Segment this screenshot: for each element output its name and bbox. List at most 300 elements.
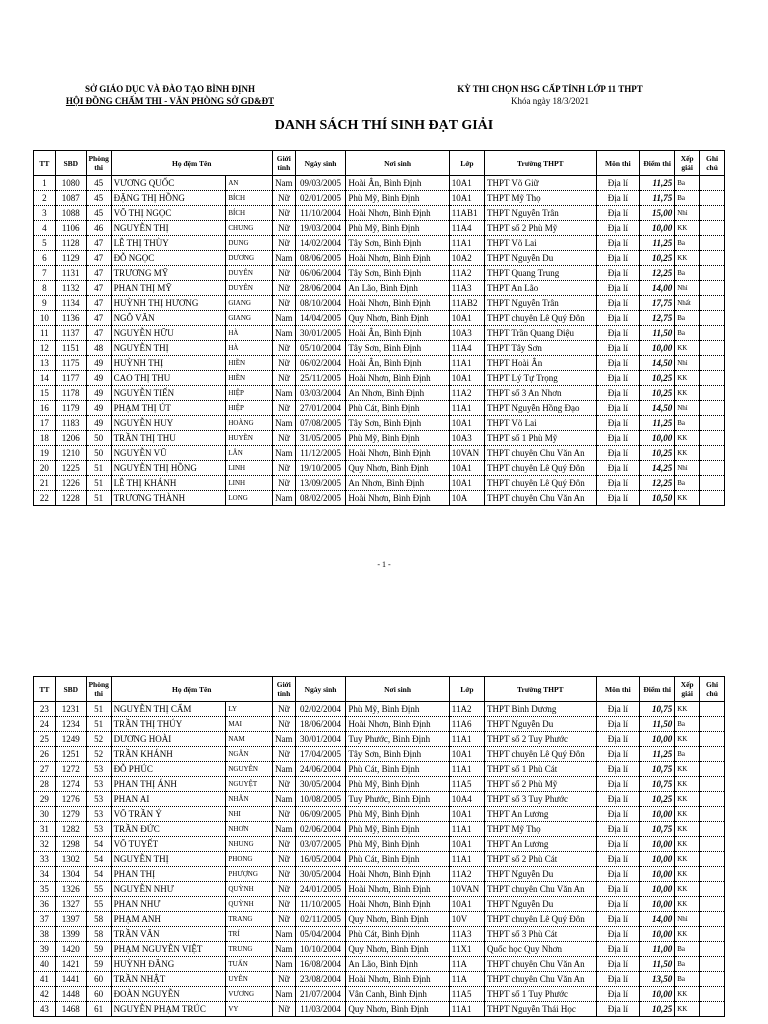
cell-truong: THPT An Lương	[484, 837, 596, 852]
table-row	[34, 266, 725, 281]
cell-xep-giai: KK	[675, 987, 700, 1002]
cell-phong-thi: 49	[86, 371, 111, 386]
document-title: DANH SÁCH THÍ SINH ĐẠT GIẢI	[274, 118, 494, 133]
cell-xep-giai: Nhì	[675, 912, 700, 927]
exam-date: Khóa ngày 18/3/2021	[511, 96, 589, 106]
cell-tt: 28	[34, 777, 56, 792]
table-row	[34, 236, 725, 251]
cell-diem-thi: 10,75	[640, 822, 675, 837]
cell-noi-sinh: Tây Sơn, Bình Định	[346, 341, 449, 356]
cell-xep-giai: KK	[675, 251, 700, 266]
cell-sbd: 1327	[55, 897, 86, 912]
cell-tt: 32	[34, 837, 56, 852]
cell-ngay-sinh: 06/09/2005	[295, 807, 346, 822]
cell-phong-thi: 47	[86, 326, 111, 341]
cell-gioi-tinh: Nữ	[272, 191, 295, 206]
cell-truong: THPT Bình Dương	[484, 702, 596, 717]
cell-ngay-sinh: 14/02/2004	[295, 236, 346, 251]
cell-ten: HIỆP	[226, 386, 273, 401]
cell-diem-thi: 10,25	[640, 792, 675, 807]
col-phong-thi: Phòng thi	[86, 151, 111, 176]
department-name: SỞ GIÁO DỤC VÀ ĐÀO TẠO BÌNH ĐỊNH	[85, 84, 255, 94]
cell-ghi-chu	[700, 476, 725, 491]
cell-sbd: 1282	[55, 822, 86, 837]
table-row	[34, 867, 725, 882]
cell-tt: 2	[34, 191, 56, 206]
cell-lop: 11A1	[449, 762, 484, 777]
cell-noi-sinh: Quy Nhơn, Bình Định	[346, 311, 449, 326]
cell-diem-thi: 11,25	[640, 176, 675, 191]
cell-truong: THPT chuyên Chu Văn An	[484, 491, 596, 506]
cell-truong: THPT số 2 Tuy Phước	[484, 732, 596, 747]
cell-truong: THPT Nguyễn Du	[484, 717, 596, 732]
page-two	[0, 586, 768, 1024]
cell-phong-thi: 61	[86, 1002, 111, 1017]
cell-ngay-sinh: 14/04/2005	[295, 311, 346, 326]
cell-phong-thi: 59	[86, 957, 111, 972]
cell-sbd: 1276	[55, 792, 86, 807]
cell-ngay-sinh: 06/02/2004	[295, 356, 346, 371]
cell-noi-sinh: Hoài Nhơn, Bình Định	[346, 897, 449, 912]
cell-ngay-sinh: 19/10/2005	[295, 461, 346, 476]
cell-ten: TRUNG	[226, 942, 273, 957]
cell-truong: THPT chuyên Lê Quý Đôn	[484, 476, 596, 491]
cell-ghi-chu	[700, 371, 725, 386]
table-row	[34, 191, 725, 206]
cell-ten: DUYÊN	[226, 281, 273, 296]
cell-mon-thi: Địa lí	[596, 311, 639, 326]
cell-noi-sinh: Hoài Nhơn, Bình Định	[346, 717, 449, 732]
table-row	[34, 927, 725, 942]
table-row	[34, 386, 725, 401]
cell-ten: HUYỀN	[226, 431, 273, 446]
cell-truong: THPT Tây Sơn	[484, 341, 596, 356]
cell-ho-dem: HUỲNH THỊ HƯƠNG	[111, 296, 226, 311]
table-row	[34, 837, 725, 852]
cell-ho-dem: PHẠM ANH	[111, 912, 226, 927]
cell-lop: 11A	[449, 972, 484, 987]
cell-tt: 14	[34, 371, 56, 386]
cell-ghi-chu	[700, 732, 725, 747]
cell-sbd: 1397	[55, 912, 86, 927]
cell-tt: 36	[34, 897, 56, 912]
cell-phong-thi: 53	[86, 762, 111, 777]
cell-mon-thi: Địa lí	[596, 897, 639, 912]
cell-mon-thi: Địa lí	[596, 882, 639, 897]
col-gioi-tinh: Giới tính	[272, 677, 295, 702]
cell-tt: 42	[34, 987, 56, 1002]
cell-truong: THPT chuyên Chu Văn An	[484, 972, 596, 987]
cell-ten: NGUYỆT	[226, 777, 273, 792]
cell-ten: QUỲNH	[226, 897, 273, 912]
col-ghi-chu: Ghi chú	[700, 151, 725, 176]
cell-tt: 11	[34, 326, 56, 341]
cell-ten: TRANG	[226, 912, 273, 927]
cell-truong: THPT Mỹ Thọ	[484, 191, 596, 206]
cell-ghi-chu	[700, 882, 725, 897]
cell-ten: HOÀNG	[226, 416, 273, 431]
cell-ho-dem: ĐOÀN NGUYỄN	[111, 987, 226, 1002]
cell-lop: 11A2	[449, 266, 484, 281]
col-truong: Trường THPT	[484, 151, 596, 176]
cell-ngay-sinh: 03/03/2004	[295, 386, 346, 401]
cell-diem-thi: 12,25	[640, 476, 675, 491]
cell-lop: 11A5	[449, 777, 484, 792]
cell-ngay-sinh: 07/08/2005	[295, 416, 346, 431]
cell-sbd: 1177	[55, 371, 86, 386]
cell-gioi-tinh: Nữ	[272, 867, 295, 882]
cell-phong-thi: 49	[86, 356, 111, 371]
cell-diem-thi: 10,00	[640, 221, 675, 236]
cell-ten: NHUNG	[226, 837, 273, 852]
cell-tt: 15	[34, 386, 56, 401]
cell-xep-giai: KK	[675, 852, 700, 867]
cell-mon-thi: Địa lí	[596, 461, 639, 476]
cell-ghi-chu	[700, 852, 725, 867]
cell-sbd: 1136	[55, 311, 86, 326]
cell-gioi-tinh: Nam	[272, 942, 295, 957]
col-lop: Lớp	[449, 677, 484, 702]
cell-gioi-tinh: Nam	[272, 491, 295, 506]
cell-noi-sinh: Hoài Nhơn, Bình Định	[346, 867, 449, 882]
cell-tt: 39	[34, 942, 56, 957]
cell-ghi-chu	[700, 266, 725, 281]
cell-ho-dem: PHẠM NGUYỄN VIỆT	[111, 942, 226, 957]
cell-ngay-sinh: 16/05/2004	[295, 852, 346, 867]
cell-xep-giai: KK	[675, 867, 700, 882]
cell-truong: THPT Trần Quang Diệu	[484, 326, 596, 341]
cell-ho-dem: NGUYỄN NHƯ	[111, 882, 226, 897]
cell-gioi-tinh: Nữ	[272, 476, 295, 491]
cell-mon-thi: Địa lí	[596, 912, 639, 927]
cell-ghi-chu	[700, 867, 725, 882]
cell-xep-giai: Ba	[675, 266, 700, 281]
cell-mon-thi: Địa lí	[596, 852, 639, 867]
cell-sbd: 1128	[55, 236, 86, 251]
cell-sbd: 1441	[55, 972, 86, 987]
cell-xep-giai: Ba	[675, 416, 700, 431]
cell-diem-thi: 10,00	[640, 852, 675, 867]
col-sbd: SBD	[55, 677, 86, 702]
cell-tt: 38	[34, 927, 56, 942]
cell-ten: HIỆP	[226, 401, 273, 416]
cell-gioi-tinh: Nữ	[272, 882, 295, 897]
table-row	[34, 732, 725, 747]
cell-truong: THPT Nguyễn Du	[484, 897, 596, 912]
cell-ten: VY	[226, 1002, 273, 1017]
table-row	[34, 702, 725, 717]
cell-gioi-tinh: Nữ	[272, 807, 295, 822]
cell-mon-thi: Địa lí	[596, 371, 639, 386]
table-row	[34, 807, 725, 822]
cell-phong-thi: 49	[86, 386, 111, 401]
cell-xep-giai: Nhì	[675, 281, 700, 296]
cell-ngay-sinh: 08/02/2005	[295, 491, 346, 506]
cell-tt: 25	[34, 732, 56, 747]
cell-phong-thi: 53	[86, 807, 111, 822]
cell-ghi-chu	[700, 221, 725, 236]
cell-truong: THPT Nguyễn Thái Học	[484, 1002, 596, 1017]
cell-noi-sinh: Hoài Nhơn, Bình Định	[346, 251, 449, 266]
cell-diem-thi: 10,00	[640, 897, 675, 912]
cell-sbd: 1183	[55, 416, 86, 431]
cell-xep-giai: Ba	[675, 191, 700, 206]
cell-ho-dem: TRẦN VĂN	[111, 927, 226, 942]
col-ho-ten: Họ đệm Tên	[111, 677, 272, 702]
cell-xep-giai: Nhì	[675, 356, 700, 371]
cell-diem-thi: 10,75	[640, 777, 675, 792]
cell-truong: THPT Võ Giữ	[484, 176, 596, 191]
col-xep-giai: Xếp giải	[675, 151, 700, 176]
col-phong-thi: Phòng thi	[86, 677, 111, 702]
cell-sbd: 1131	[55, 266, 86, 281]
cell-phong-thi: 54	[86, 837, 111, 852]
cell-ngay-sinh: 02/02/2004	[295, 702, 346, 717]
results-table-page2	[33, 676, 725, 1017]
cell-ngay-sinh: 09/03/2005	[295, 176, 346, 191]
cell-lop: 10A2	[449, 251, 484, 266]
cell-lop: 11A2	[449, 702, 484, 717]
cell-ten: NAM	[226, 732, 273, 747]
cell-ngay-sinh: 13/09/2005	[295, 476, 346, 491]
cell-ten: HÀ	[226, 341, 273, 356]
cell-xep-giai: KK	[675, 371, 700, 386]
cell-diem-thi: 11,00	[640, 942, 675, 957]
cell-sbd: 1178	[55, 386, 86, 401]
table-row	[34, 882, 725, 897]
cell-lop: 11X1	[449, 942, 484, 957]
cell-truong: THPT chuyên Lê Quý Đôn	[484, 912, 596, 927]
cell-noi-sinh: Phù Mỹ, Bình Định	[346, 191, 449, 206]
cell-ngay-sinh: 11/10/2004	[295, 206, 346, 221]
document-header	[0, 83, 768, 113]
cell-tt: 8	[34, 281, 56, 296]
cell-phong-thi: 51	[86, 702, 111, 717]
cell-ghi-chu	[700, 401, 725, 416]
table-row	[34, 476, 725, 491]
cell-ho-dem: NGUYỄN THỊ	[111, 341, 226, 356]
cell-diem-thi: 15,00	[640, 206, 675, 221]
cell-ho-dem: TRƯƠNG THÀNH	[111, 491, 226, 506]
cell-lop: 11A1	[449, 852, 484, 867]
cell-truong: THPT Mỹ Thọ	[484, 822, 596, 837]
cell-ho-dem: ĐỖ PHÚC	[111, 762, 226, 777]
cell-ghi-chu	[700, 281, 725, 296]
cell-ngay-sinh: 24/01/2005	[295, 882, 346, 897]
table-body-page2	[34, 702, 725, 1017]
cell-lop: 10A1	[449, 191, 484, 206]
cell-gioi-tinh: Nữ	[272, 1002, 295, 1017]
cell-noi-sinh: Tuy Phước, Bình Định	[346, 732, 449, 747]
cell-gioi-tinh: Nữ	[272, 837, 295, 852]
cell-sbd: 1179	[55, 401, 86, 416]
cell-truong: THPT số 2 Phù Mỹ	[484, 221, 596, 236]
cell-mon-thi: Địa lí	[596, 491, 639, 506]
cell-noi-sinh: Phù Mỹ, Bình Định	[346, 221, 449, 236]
cell-phong-thi: 54	[86, 867, 111, 882]
cell-mon-thi: Địa lí	[596, 837, 639, 852]
cell-lop: 11A5	[449, 987, 484, 1002]
cell-sbd: 1251	[55, 747, 86, 762]
cell-ngay-sinh: 10/08/2005	[295, 792, 346, 807]
cell-ho-dem: NGUYỄN THỊ HỒNG	[111, 461, 226, 476]
cell-ghi-chu	[700, 927, 725, 942]
table-row	[34, 852, 725, 867]
cell-ten: HÀ	[226, 326, 273, 341]
cell-mon-thi: Địa lí	[596, 942, 639, 957]
cell-phong-thi: 47	[86, 311, 111, 326]
cell-lop: 10A1	[449, 371, 484, 386]
cell-sbd: 1249	[55, 732, 86, 747]
cell-gioi-tinh: Nữ	[272, 852, 295, 867]
cell-lop: 10A1	[449, 897, 484, 912]
cell-gioi-tinh: Nữ	[272, 897, 295, 912]
cell-phong-thi: 45	[86, 176, 111, 191]
cell-ghi-chu	[700, 191, 725, 206]
cell-mon-thi: Địa lí	[596, 356, 639, 371]
cell-sbd: 1231	[55, 702, 86, 717]
cell-ten: NHÂN	[226, 792, 273, 807]
cell-xep-giai: KK	[675, 807, 700, 822]
table-row	[34, 311, 725, 326]
cell-sbd: 1399	[55, 927, 86, 942]
cell-diem-thi: 10,25	[640, 446, 675, 461]
cell-ghi-chu	[700, 296, 725, 311]
cell-ho-dem: ĐẶNG THỊ HỒNG	[111, 191, 226, 206]
cell-sbd: 1175	[55, 356, 86, 371]
cell-phong-thi: 53	[86, 792, 111, 807]
cell-noi-sinh: Hoài Nhơn, Bình Định	[346, 371, 449, 386]
cell-ho-dem: VƯƠNG QUỐC	[111, 176, 226, 191]
cell-gioi-tinh: Nam	[272, 416, 295, 431]
table-row	[34, 371, 725, 386]
cell-phong-thi: 60	[86, 972, 111, 987]
council-name: HỘI ĐỒNG CHẤM THI - VĂN PHÒNG SỞ GD&ĐT	[65, 96, 275, 106]
cell-mon-thi: Địa lí	[596, 822, 639, 837]
col-mon-thi: Môn thi	[596, 677, 639, 702]
cell-sbd: 1468	[55, 1002, 86, 1017]
cell-mon-thi: Địa lí	[596, 972, 639, 987]
cell-gioi-tinh: Nam	[272, 957, 295, 972]
cell-sbd: 1132	[55, 281, 86, 296]
cell-ho-dem: VÕ TUYẾT	[111, 837, 226, 852]
cell-lop: 10A4	[449, 792, 484, 807]
col-tt: TT	[34, 151, 56, 176]
cell-ghi-chu	[700, 717, 725, 732]
cell-mon-thi: Địa lí	[596, 807, 639, 822]
cell-lop: 11A1	[449, 732, 484, 747]
cell-ten: VƯƠNG	[226, 987, 273, 1002]
cell-lop: 10A1	[449, 461, 484, 476]
cell-diem-thi: 11,50	[640, 717, 675, 732]
cell-ten: LONG	[226, 491, 273, 506]
cell-truong: THPT số 2 Phù Mỹ	[484, 777, 596, 792]
table-row	[34, 326, 725, 341]
cell-ho-dem: TRẦN THỊ THÚY	[111, 717, 226, 732]
cell-ngay-sinh: 02/06/2004	[295, 822, 346, 837]
cell-noi-sinh: Phù Cát, Bình Định	[346, 927, 449, 942]
cell-gioi-tinh: Nam	[272, 176, 295, 191]
cell-mon-thi: Địa lí	[596, 446, 639, 461]
cell-ngay-sinh: 08/06/2005	[295, 251, 346, 266]
cell-ten: LINH	[226, 476, 273, 491]
cell-noi-sinh: Quy Nhơn, Bình Định	[346, 461, 449, 476]
cell-tt: 22	[34, 491, 56, 506]
cell-gioi-tinh: Nữ	[272, 356, 295, 371]
cell-ten: TUẤN	[226, 957, 273, 972]
cell-truong: THPT số 1 Tuy Phước	[484, 987, 596, 1002]
cell-gioi-tinh: Nam	[272, 446, 295, 461]
cell-ngay-sinh: 17/04/2005	[295, 747, 346, 762]
cell-phong-thi: 53	[86, 777, 111, 792]
cell-mon-thi: Địa lí	[596, 717, 639, 732]
cell-mon-thi: Địa lí	[596, 251, 639, 266]
cell-ho-dem: NGUYỄN THỊ	[111, 221, 226, 236]
cell-noi-sinh: Quy Nhơn, Bình Định	[346, 942, 449, 957]
cell-mon-thi: Địa lí	[596, 732, 639, 747]
cell-xep-giai: Ba	[675, 236, 700, 251]
cell-diem-thi: 10,00	[640, 431, 675, 446]
cell-mon-thi: Địa lí	[596, 927, 639, 942]
cell-diem-thi: 11,25	[640, 416, 675, 431]
table-row	[34, 897, 725, 912]
cell-tt: 6	[34, 251, 56, 266]
cell-noi-sinh: Phù Mỹ, Bình Định	[346, 807, 449, 822]
cell-lop: 11A3	[449, 927, 484, 942]
cell-ten: NGÂN	[226, 747, 273, 762]
cell-sbd: 1279	[55, 807, 86, 822]
cell-tt: 4	[34, 221, 56, 236]
cell-phong-thi: 60	[86, 987, 111, 1002]
cell-gioi-tinh: Nữ	[272, 461, 295, 476]
table-header-row	[34, 677, 725, 702]
col-tt: TT	[34, 677, 56, 702]
cell-truong: THPT Nguyễn Du	[484, 251, 596, 266]
cell-noi-sinh: Hoài Nhơn, Bình Định	[346, 446, 449, 461]
cell-tt: 18	[34, 431, 56, 446]
cell-gioi-tinh: Nữ	[272, 747, 295, 762]
cell-ho-dem: TRẦN NHẬT	[111, 972, 226, 987]
table-row	[34, 176, 725, 191]
cell-ho-dem: DƯƠNG HOÀI	[111, 732, 226, 747]
cell-xep-giai: KK	[675, 792, 700, 807]
cell-ghi-chu	[700, 461, 725, 476]
cell-ten: GIANG	[226, 296, 273, 311]
cell-phong-thi: 46	[86, 221, 111, 236]
cell-noi-sinh: Tây Sơn, Bình Định	[346, 266, 449, 281]
cell-xep-giai: KK	[675, 837, 700, 852]
cell-noi-sinh: Phù Cát, Bình Định	[346, 852, 449, 867]
cell-ho-dem: TRẦN KHÁNH	[111, 747, 226, 762]
cell-ho-dem: NGUYỄN THỊ	[111, 852, 226, 867]
cell-xep-giai: Ba	[675, 972, 700, 987]
cell-ngay-sinh: 02/11/2005	[295, 912, 346, 927]
cell-tt: 9	[34, 296, 56, 311]
cell-sbd: 1137	[55, 326, 86, 341]
cell-ghi-chu	[700, 206, 725, 221]
cell-xep-giai: KK	[675, 491, 700, 506]
cell-ten: QUỲNH	[226, 882, 273, 897]
cell-phong-thi: 51	[86, 461, 111, 476]
table-row	[34, 281, 725, 296]
cell-tt: 24	[34, 717, 56, 732]
cell-ten: BÍCH	[226, 191, 273, 206]
cell-gioi-tinh: Nữ	[272, 221, 295, 236]
cell-ten: DƯƠNG	[226, 251, 273, 266]
cell-ghi-chu	[700, 792, 725, 807]
cell-ngay-sinh: 23/08/2004	[295, 972, 346, 987]
cell-tt: 23	[34, 702, 56, 717]
